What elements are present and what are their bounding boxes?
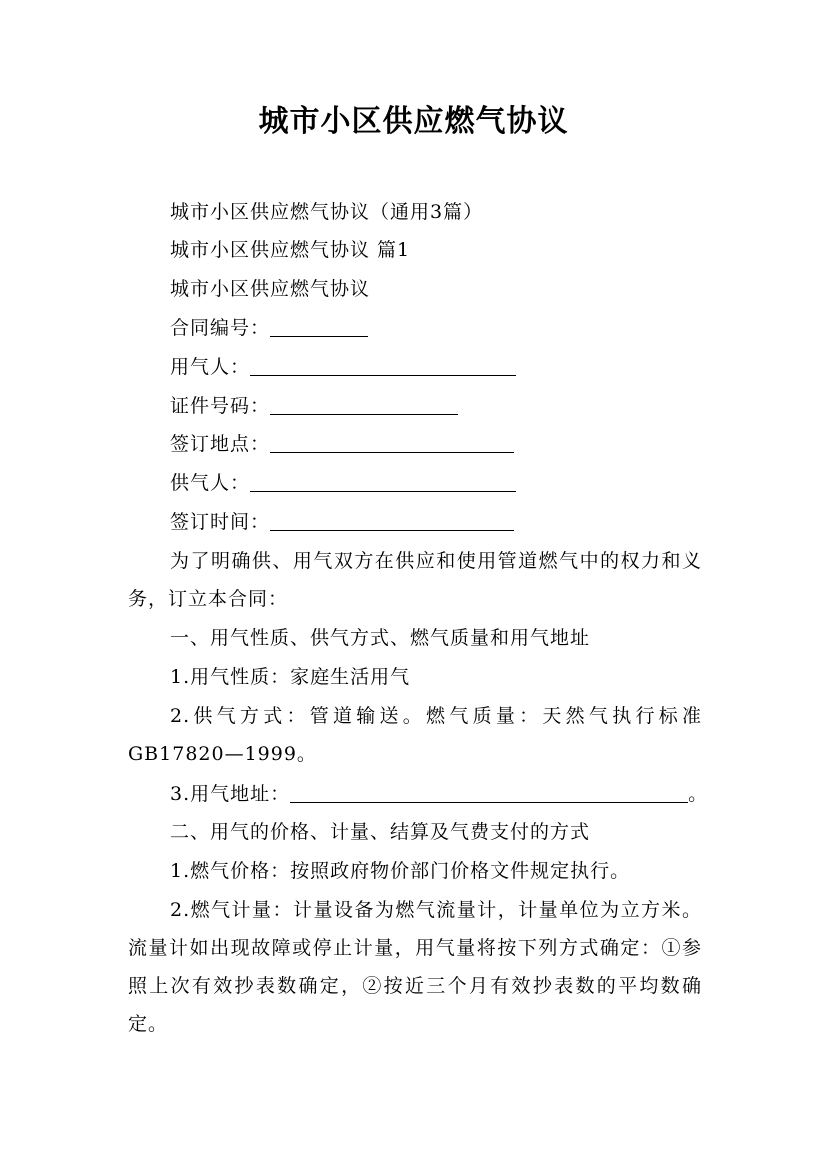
contract-no-blank: [270, 314, 368, 337]
sign-time-row: [170, 503, 514, 541]
item-1-1: 1.用气性质：家庭生活用气: [170, 666, 411, 688]
sign-time-blank: [270, 508, 514, 531]
sign-time-label: 签订时间：: [170, 511, 271, 533]
section2-title: 二、用气的价格、计量、结算及气费支付的方式: [170, 821, 591, 843]
document-title: 城市小区供应燃气协议: [258, 104, 569, 139]
gas-user-blank: [250, 353, 516, 376]
item-2-2: 2.燃气计量：计量设备为燃气流量计，计量单位为立方米。流量计如出现故障或停止计量，用气量将按下列方式确定：①参照上次有效抄表数确定，②按近三个月有效抄表数的平均数确定。: [128, 899, 702, 1035]
gas-supplier-label: 供气人：: [170, 472, 251, 494]
address-label: 3.用气地址：: [170, 783, 291, 805]
intro-paragraph: 为了明确供、用气双方在供应和使用管道燃气中的权力和义务，订立本合同：: [128, 550, 702, 610]
id-no-blank: [270, 392, 458, 415]
gas-supplier-row: [170, 464, 516, 502]
contract-name: 城市小区供应燃气协议: [170, 278, 371, 300]
sign-place-label: 签订地点：: [170, 433, 271, 455]
gas-user-label: 用气人：: [170, 356, 251, 378]
gas-supplier-blank: [250, 469, 516, 492]
contract-no-label: 合同编号：: [170, 317, 271, 339]
address-blank: [290, 780, 688, 803]
address-end: 。: [688, 783, 709, 805]
contract-no-row: [170, 309, 368, 347]
sign-place-blank: [270, 430, 514, 453]
id-no-label: 证件号码：: [170, 395, 271, 417]
item-1-2: 2.供气方式：管道输送。燃气质量：天然气执行标准GB17820—1999。: [128, 705, 702, 765]
id-no-row: [170, 387, 458, 425]
section1-title: 一、用气性质、供气方式、燃气质量和用气地址: [170, 627, 591, 649]
address-row: [170, 775, 708, 813]
sign-place-row: [170, 425, 514, 463]
section-heading: 城市小区供应燃气协议 篇1: [170, 239, 411, 261]
gas-user-row: [170, 348, 516, 386]
item-2-1: 1.燃气价格：按照政府物价部门价格文件规定执行。: [170, 860, 631, 882]
subtitle: 城市小区供应燃气协议（通用3篇）: [170, 201, 484, 223]
